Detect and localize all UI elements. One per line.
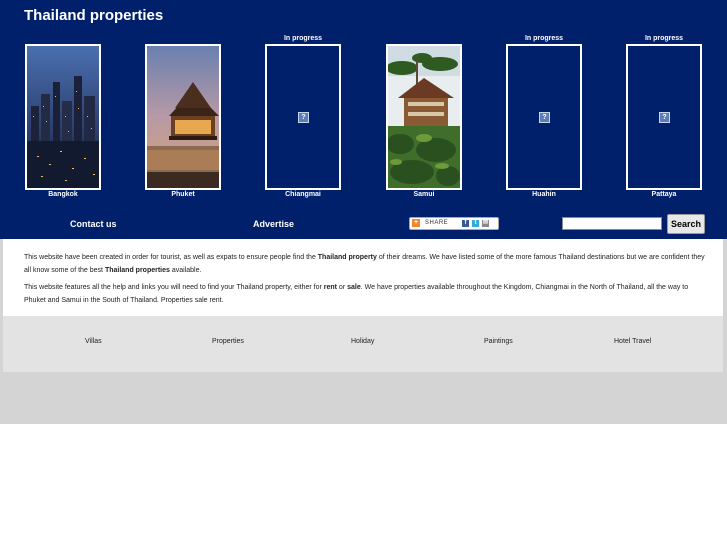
chiangmai-photo[interactable]	[265, 44, 341, 190]
share-label: SHARE	[425, 220, 449, 226]
footer-link-properties[interactable]: Properties	[212, 338, 244, 345]
destination-name[interactable]: Bangkok	[48, 191, 78, 198]
broken-image-icon: ?	[659, 112, 670, 123]
intro-paragraph-1: This website have been created in order for tourist, as well as expats to ensure people find the Thailand property of their dreams. We have listed some of the more famous Thailand destinations but we are confident they all know some of the best Thailand properties available.	[24, 254, 705, 274]
intro-paragraph-2: This website features all the help and links you will need to find your Thailand property, either for rent or sale. We have properties available throughout the Kingdom, Chiangmai in the North of Thailand, all the way to Phuket and Samui in the South of Thailand. Properties sale rent.	[24, 284, 689, 304]
destination-samui[interactable]	[386, 34, 462, 198]
footer-link-holiday[interactable]: Holiday	[351, 338, 375, 345]
footer-nav	[3, 316, 723, 372]
footer-link-villas[interactable]: Villas	[85, 338, 102, 345]
destination-bangkok[interactable]	[25, 34, 101, 198]
intro-text	[24, 251, 709, 311]
destination-status	[25, 34, 101, 44]
twitter-icon[interactable]: t	[472, 220, 479, 227]
site-title: Thailand properties	[24, 7, 164, 24]
email-icon[interactable]: ✉	[482, 220, 489, 226]
bottom-bar	[0, 372, 727, 424]
facebook-icon[interactable]: f	[462, 220, 469, 227]
destination-name[interactable]: Phuket	[171, 191, 195, 198]
destination-name[interactable]: Samui	[413, 191, 435, 198]
destination-pattaya[interactable]	[626, 34, 702, 198]
keyword-link: Thailand properties	[104, 267, 170, 274]
phuket-photo[interactable]	[145, 44, 221, 190]
bangkok-photo[interactable]	[25, 44, 101, 190]
destination-phuket[interactable]	[145, 34, 221, 198]
destination-name[interactable]: Pattaya	[651, 191, 677, 198]
destination-name[interactable]: Chiangmai	[285, 191, 321, 198]
pattaya-photo[interactable]	[626, 44, 702, 190]
samui-photo[interactable]	[386, 44, 462, 190]
contact-us-link[interactable]: Contact us	[70, 219, 117, 229]
keyword-link: sale	[347, 284, 361, 291]
destination-status: In progress	[524, 35, 564, 42]
destination-status: In progress	[644, 35, 684, 42]
broken-image-icon: ?	[539, 112, 550, 123]
footer-link-paintings[interactable]: Paintings	[484, 338, 513, 345]
destination-status	[386, 34, 462, 44]
search-button[interactable]: Search	[667, 214, 705, 234]
share-button[interactable]	[409, 217, 499, 230]
destination-name[interactable]: Huahin	[532, 191, 556, 198]
search-input[interactable]	[562, 217, 662, 230]
destination-huahin[interactable]	[506, 34, 582, 198]
broken-image-icon: ?	[298, 112, 309, 123]
right-border	[723, 239, 727, 372]
keyword-link: rent	[323, 284, 337, 291]
header-banner	[0, 0, 727, 239]
advertise-link[interactable]: Advertise	[253, 219, 295, 229]
share-plus-icon: +	[413, 219, 419, 226]
destination-status: In progress	[283, 35, 323, 42]
destination-chiangmai[interactable]	[265, 34, 341, 198]
huahin-photo[interactable]	[506, 44, 582, 190]
keyword-link: Thailand property	[317, 254, 377, 261]
footer-link-hotel-travel[interactable]: Hotel Travel	[614, 338, 652, 345]
destination-status	[145, 34, 221, 44]
